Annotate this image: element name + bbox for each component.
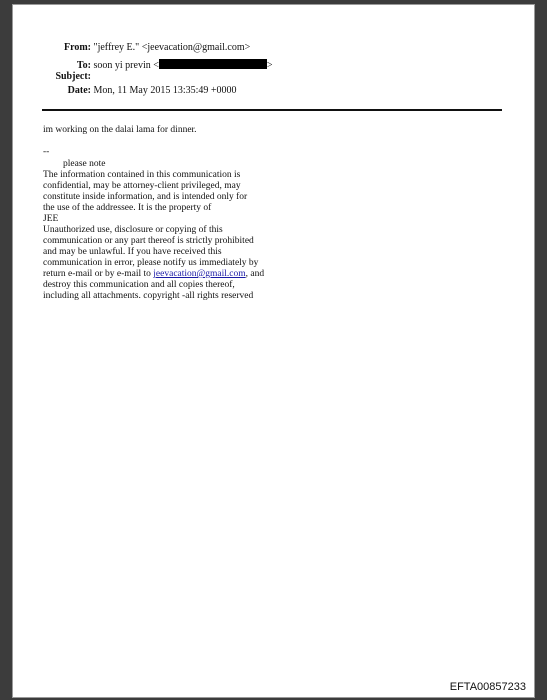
date-label: Date: [67,85,91,96]
from-label: From: [63,42,91,53]
disclaimer-line: including all attachments. copyright -all rights reserved [43,291,254,301]
contact-prefix: return e-mail or by e-mail to [43,269,154,279]
disclaimer-line: communication in error, please notify us immediately by [43,258,259,268]
disclaimer-line: and may be unlawful. If you have received this [43,247,222,257]
signature-note-title: please note [63,159,106,169]
disclaimer-contact-line [43,269,264,280]
header-from-row [43,42,250,54]
disclaimer-line: destroy this communication and all copies thereof, [43,280,235,290]
header-date-row [43,85,237,97]
to-label: To: [76,60,91,71]
contact-suffix: , and [245,269,265,279]
document-id-stamp: EFTA00857233 [449,681,526,693]
to-value-prefix: soon yi previn < [93,60,159,71]
disclaimer-line: JEE [43,214,59,224]
disclaimer-line: confidential, may be attorney-client privileged, may [43,181,241,191]
contact-email-link[interactable]: jeevacation@gmail.com [153,269,246,279]
date-value: Mon, 11 May 2015 13:35:49 +0000 [93,85,237,96]
to-value-suffix: > [266,60,273,71]
disclaimer-line: constitute inside information, and is intended only for [43,192,248,202]
disclaimer-line: communication or any part thereof is strictly prohibited [43,236,254,246]
message-body: im working on the dalai lama for dinner. [43,125,197,135]
disclaimer-line: the use of the addressee. It is the property of [43,203,212,213]
header-divider [42,109,502,111]
header-subject-row [43,71,91,83]
from-value: "jeffrey E." <jeevacation@gmail.com> [93,42,251,53]
subject-label: Subject: [55,71,91,82]
disclaimer-line: Unauthorized use, disclosure or copying of this [43,225,223,235]
signature-separator: -- [43,147,50,157]
disclaimer-line: The information contained in this communication is [43,170,241,180]
redaction-block [159,59,267,69]
document-page [12,4,535,698]
